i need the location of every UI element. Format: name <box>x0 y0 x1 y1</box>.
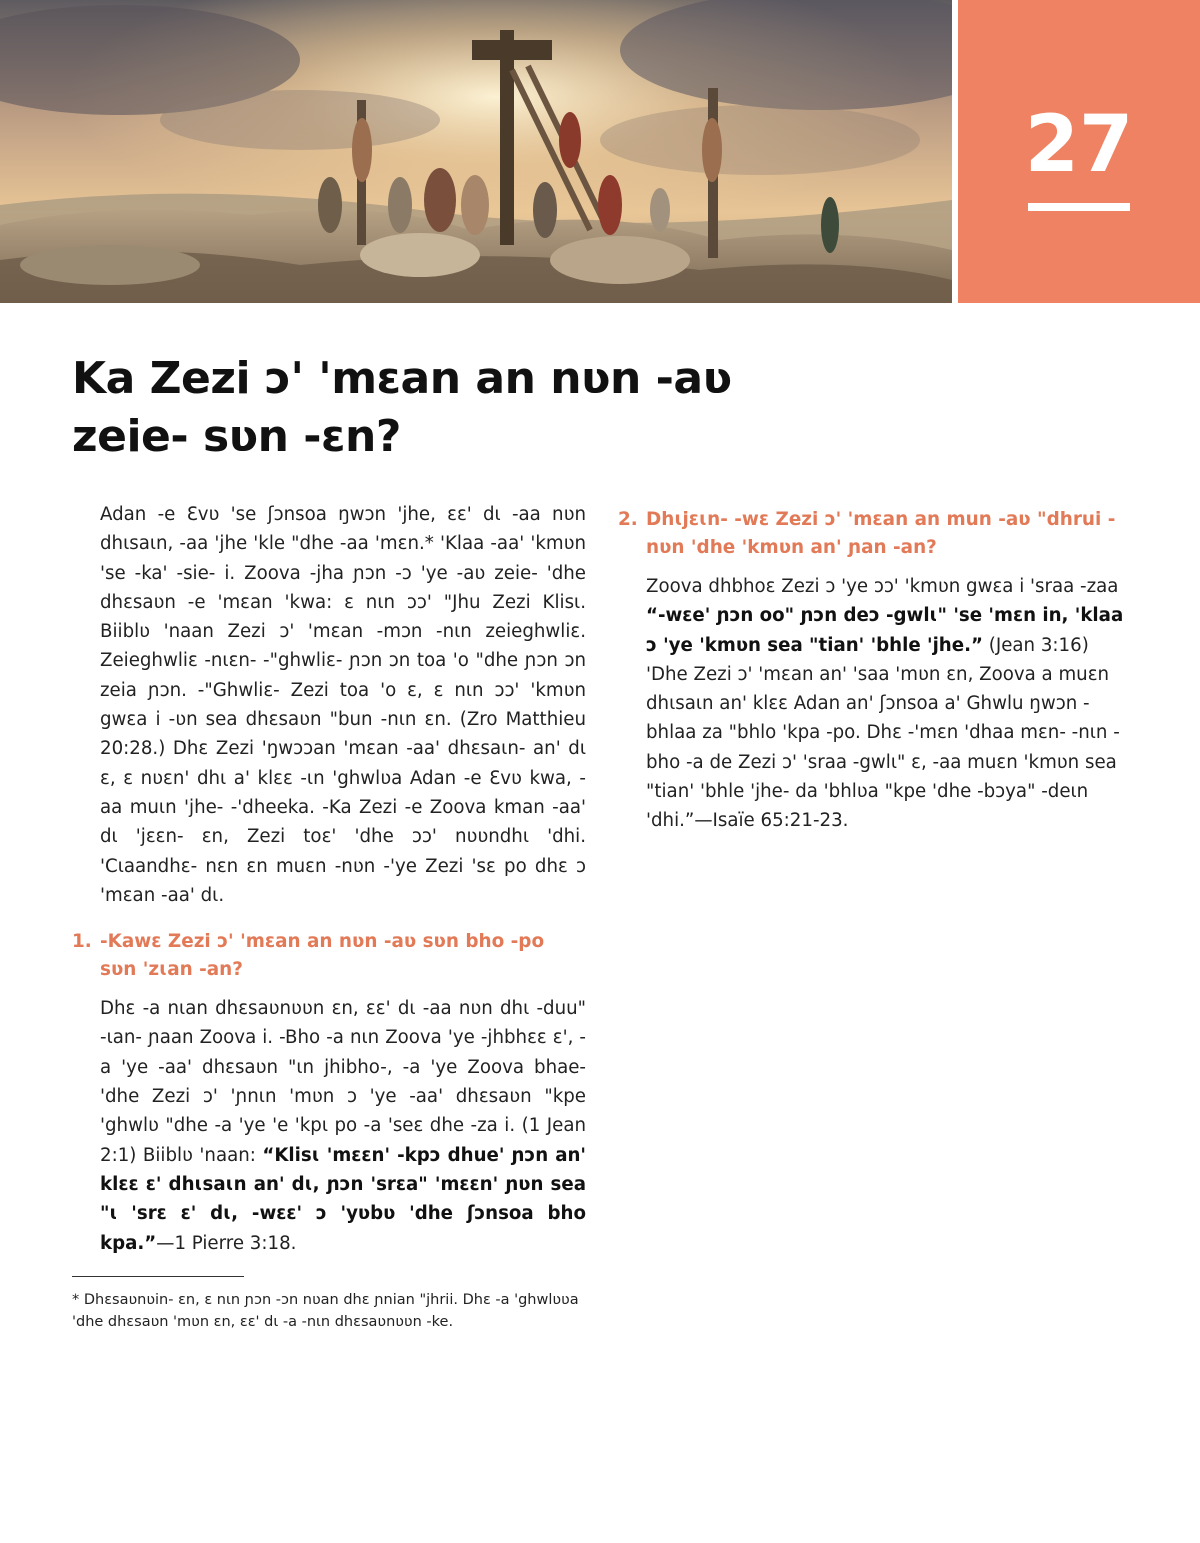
answer-2-text: Zoova dhbhoɛ Zezi ɔ 'ye ɔɔ' 'kmʋn gwɛa i 'sraa -zaa <box>646 576 1119 597</box>
lesson-title: Ka Zezi ɔ' 'mɛan an nʋn -aʋ zeie- sʋn -ɛn? <box>72 353 732 462</box>
question-1 <box>72 928 586 984</box>
answer-2-text-after: (Jean 3:16) 'Dhe Zezi ɔ' 'mɛan an' 'saa 'mʋn ɛn, Zoova a muɛn dhɩsaɩn an' klɛɛ Adan an' ʃɔnsoa a' Ghwlu ŋwɔn -bhlaa za "bhlo 'kpa -po. Dhɛ -'mɛn 'dhaa mɛn- -nɩn -bho -a de Zezi ɔ' 'sraa -gwlɩ" ɛ, -aa muɛn 'kmʋn sea "tian' 'bhle 'jhe- da 'bhlʋa "kpe 'dhe -bɔya" -deɩn 'dhi.”—Isaïe 65:21-23. <box>646 634 1120 832</box>
hero-illustration <box>0 0 952 303</box>
question-2-number: 2. <box>618 509 638 530</box>
answer-2-quote: “-wɛe' ɲɔn oo" ɲɔn deɔ -gwlɩ" 'se 'mɛn in, 'klaa ɔ 'ye 'kmʋn sea "tian' 'bhle 'jhe.” <box>646 605 1124 656</box>
answer-1-source: —1 Pierre 3:18. <box>156 1232 297 1254</box>
footnote: * Dhɛsaʋnʋin- ɛn, ɛ nɩn ɲɔn -ɔn nʋan dhɛ ɲnian "jhrii. Dhɛ -a 'ghwlʋʋa 'dhe dhɛsaʋn 'mʋn ɛn, ɛɛ' dɩ -a -nɩn dhɛsaʋnʋʋn -ke. <box>72 1291 579 1330</box>
question-1-text: -Kawɛ Zezi ɔ' 'mɛan an nʋn -aʋ sʋn bho -po sʋn 'zɩan -an? <box>100 931 545 981</box>
answer-1-paragraph <box>72 994 586 1258</box>
answer-1-quote: “Klisɩ 'mɛɛn' -kpɔ dhue' ɲɔn an' klɛɛ ɛ' dhɩsaɩn an' dɩ, ɲɔn 'srɛa" 'mɛɛn' ɲʋn sea "ɩ 'srɛ ɛ' dɩ, -wɛɛ' ɔ 'yʋbʋ 'dhe ʃɔnsoa bho kpa.” <box>100 1144 586 1254</box>
question-2-text: Dhɩjɛɩn- -wɛ Zezi ɔ' 'mɛan an mun -aʋ "dhrui -nʋn 'dhe 'kmʋn an' ɲan -an? <box>646 509 1116 558</box>
lesson-number-panel <box>958 0 1200 303</box>
question-1-number: 1. <box>72 931 92 953</box>
footnote-divider <box>72 1276 244 1277</box>
left-column <box>72 500 586 1333</box>
right-column <box>618 500 1132 836</box>
lesson-number-underline <box>1028 203 1130 211</box>
question-2 <box>618 506 1132 562</box>
lesson-number: 27 <box>1024 100 1134 190</box>
answer-1-text: Dhɛ -a nɩan dhɛsaʋnʋʋn ɛn, ɛɛ' dɩ -aa nʋn dhɩ -duu" -ɩan- ɲaan Zoova i. -Bho -a nɩn Zoova 'ye -jhbhɛɛ ɛ', -a 'ye -aa' dhɛsaʋn "ɩn jhibho-, -a 'ye Zoova bhae- 'dhe Zezi ɔ' 'ɲnɩn 'mʋn ɔ 'ye -aa' dhɛsaʋn "kpe 'ghwlʋ "dhe -a 'ye 'e 'kpɩ po -a 'seɛ dhe -za i. (1 Jean 2:1) Biiblʋ 'naan: <box>100 998 586 1166</box>
intro-paragraph: Adan -e Ɛvʋ 'se ʃɔnsoa ŋwɔn 'jhe, ɛɛ' dɩ -aa nʋn dhɩsaɩn, -aa 'jhe 'kle "dhe -aa 'mɛn.* 'Klaa -aa' 'kmʋn 'se -ka' -sie- i. Zoova -jha ɲɔn -ɔ 'ye -aʋ zeie- 'dhe dhɛsaʋn -e 'mɛan 'kwa: ɛ nɩn ɔɔ' "Jhu Zezi Klisɩ. Biiblʋ 'naan Zezi ɔ' 'mɛan -mɔn -nɩn zeieghwliɛ. Zeieghwliɛ -nɩɛn- -"ghwliɛ- ɲɔn ɔn toa 'o "dhe ɲɔn ɔn zeia ɲɔn. -"Ghwliɛ- Zezi toa 'o ɛ, ɛ nɩn ɔɔ' 'kmʋn gwɛa i -ʋn sea dhɛsaʋn "bun -nɩn ɛn. (Zro Matthieu 20:28.) Dhɛ Zezi 'ŋwɔɔan 'mɛan -aa' dhɛsaɩn- an' dɩ ɛ, ɛ nʋɛn' dhɩ a' klɛɛ -ɩn 'ghwlʋa Adan -e Ɛvʋ kwa, -aa muɩn 'jhe- -'dheeka. -Ka Zezi -e Zoova kman -aa' dɩ 'jɛɛn- ɛn, Zezi toɛ' 'dhe ɔɔ' nʋʋndhɩ 'dhi. 'Cɩaandhɛ- nɛn ɛn muɛn -nʋn -'ye Zezi 'sɛ po dhɛ ɔ 'mɛan -aa' dɩ. <box>100 504 586 906</box>
answer-2-paragraph <box>618 572 1132 836</box>
